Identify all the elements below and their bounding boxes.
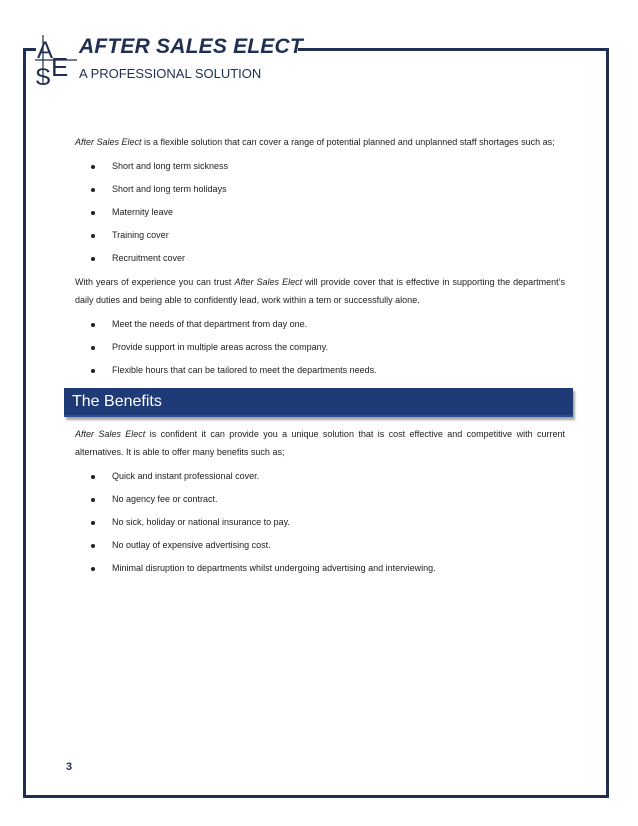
benefits-list	[75, 465, 565, 580]
list-item: Minimal disruption to departments whilst undergoing advertising and interviewing.	[75, 557, 565, 580]
bullet-icon	[91, 475, 95, 479]
bullet-icon	[91, 498, 95, 502]
ase-logo-icon	[34, 33, 78, 91]
shortages-list	[75, 155, 565, 270]
bullet-icon	[91, 369, 95, 373]
bullet-icon	[91, 165, 95, 169]
bullet-icon	[91, 257, 95, 261]
bullet-icon	[91, 346, 95, 350]
intro-text: is a flexible solution that can cover a range of potential planned and unplanned staff shortages such as;	[141, 137, 555, 147]
bullet-icon	[91, 544, 95, 548]
list-item: Recruitment cover	[75, 247, 565, 270]
page-number: 3	[66, 761, 73, 773]
list-item: Flexible hours that can be tailored to meet the departments needs.	[75, 359, 565, 382]
list-item: No outlay of expensive advertising cost.	[75, 534, 565, 557]
experience-paragraph: With years of experience you can trust After Sales Elect will provide cover that is effective in supporting the department’s daily duties and being able to confidently lead, work within a tem or successfully alone.	[75, 277, 565, 305]
page-content	[72, 133, 565, 583]
svg-text:S: S	[35, 64, 52, 91]
list-item: Training cover	[75, 224, 565, 247]
brand-name: After Sales Elect	[75, 137, 142, 147]
svg-text:E: E	[51, 52, 69, 82]
list-item: No sick, holiday or national insurance to pay.	[75, 511, 565, 534]
bullet-icon	[91, 521, 95, 525]
benefits-paragraph: After Sales Elect is confident it can provide you a unique solution that is cost effective and competitive with current alternatives. It is able to offer many benefits such as;	[75, 429, 565, 457]
support-list	[75, 313, 565, 382]
document-subtitle: A PROFESSIONAL SOLUTION	[79, 66, 262, 81]
document-title: AFTER SALES ELECT	[79, 35, 303, 58]
list-item: Quick and instant professional cover.	[75, 465, 565, 488]
bullet-icon	[91, 211, 95, 215]
bullet-icon	[91, 188, 95, 192]
benefits-heading-bar	[64, 388, 573, 417]
list-item: No agency fee or contract.	[75, 488, 565, 511]
brand-name: After Sales Elect	[234, 277, 303, 287]
intro-paragraph	[75, 133, 565, 151]
list-item: Provide support in multiple areas across the company.	[75, 336, 565, 359]
bullet-icon	[91, 234, 95, 238]
list-item: Maternity leave	[75, 201, 565, 224]
list-item: Short and long term holidays	[75, 178, 565, 201]
bullet-icon	[91, 323, 95, 327]
list-item: Short and long term sickness	[75, 155, 565, 178]
benefits-heading: The Benefits	[72, 393, 162, 410]
brand-name: After Sales Elect	[75, 429, 146, 439]
svg-text:A: A	[37, 37, 54, 64]
list-item: Meet the needs of that department from day one.	[75, 313, 565, 336]
bullet-icon	[91, 567, 95, 571]
